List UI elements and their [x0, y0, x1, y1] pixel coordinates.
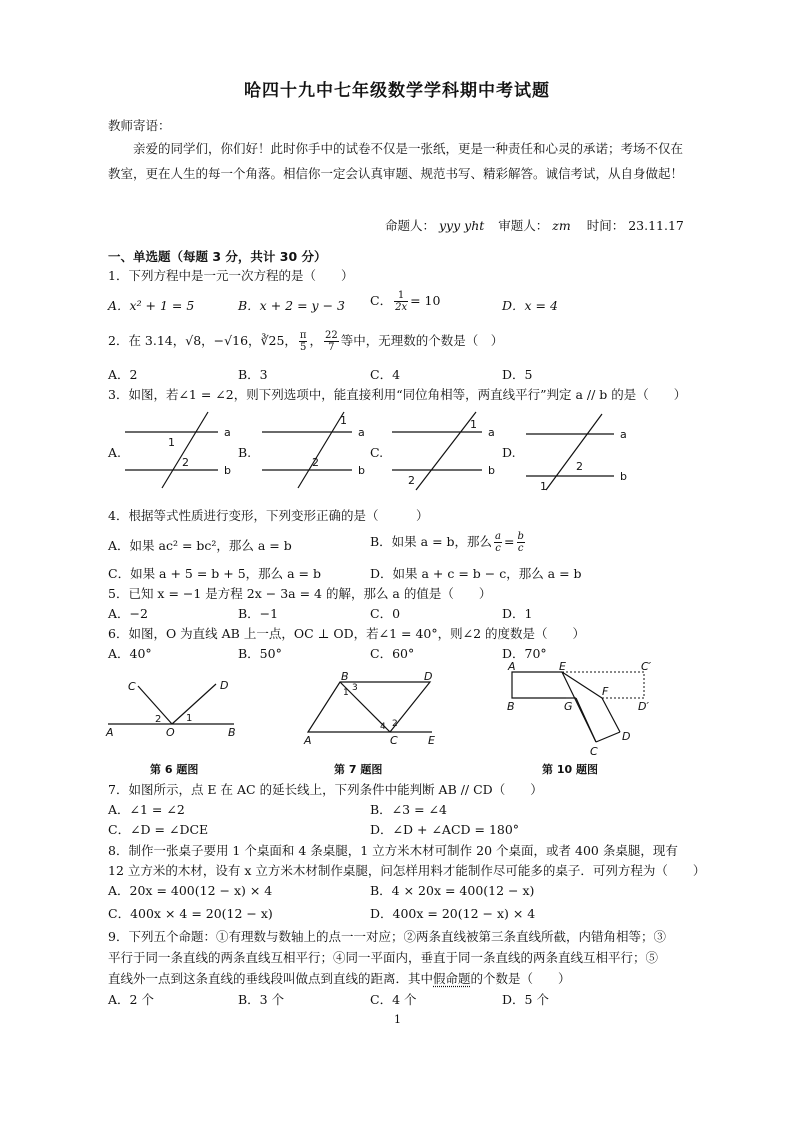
q9-option-c: C．4 个	[370, 992, 417, 1007]
fig10-strip-left	[512, 672, 566, 698]
q4-option-a: A．如果 ac² = bc²，那么 a = b	[108, 538, 292, 553]
q7-option-b: B．∠3 = ∠4	[370, 802, 447, 817]
q9-line-3-post: 的个数是（ ）	[470, 971, 571, 986]
q8-option-b: B．4 × 20x = 400(12 − x)	[370, 883, 535, 898]
q8-line-2: 12 立方米的木材，设有 x 立方米木材制作桌腿，问怎样用料才能制作尽可能多的桌子．可列方程为（ ）	[108, 863, 706, 878]
q4-b-f1d: c	[495, 543, 501, 554]
q2-f1-den: 5	[300, 342, 307, 353]
fig10-label-f: F	[602, 685, 609, 698]
q6-option-b: B．50°	[238, 646, 282, 661]
fig10-label-cp: C′	[641, 660, 652, 673]
q2-option-c: C．4	[370, 367, 401, 382]
q2-stem-post: 等中，无理数的个数是（ ）	[340, 333, 504, 348]
q4-b-f1n: a	[495, 531, 502, 542]
q9-emphasis: 假命题	[433, 971, 471, 986]
q9-option-d: D．5 个	[502, 992, 549, 1007]
q3b-label-b: b	[358, 464, 365, 477]
q9-option-b: B．3 个	[238, 992, 285, 1007]
q5-option-c: C．0	[370, 606, 401, 621]
q4-b-f2n: b	[517, 531, 524, 542]
q2-f1-num: π	[299, 330, 307, 341]
q1-stem: 1．下列方程中是一元一次方程的是（ ）	[108, 268, 354, 283]
q3-option-d: D.	[502, 445, 516, 460]
fig7-label-a: A	[304, 734, 312, 747]
q2-stem: 2．在 3.14，√8，−√16，∛25， $\frac{\pi}{5}$ ， $\frac{22}{7}$ 等中，无理数的个数是（ ）	[108, 330, 504, 353]
q3d-angle-2: 2	[576, 460, 583, 473]
fig6-label-d: D	[220, 679, 229, 692]
q8-option-c: C．400x × 4 = 20(12 − x)	[108, 906, 273, 921]
fig10-caption: 第 10 题图	[542, 763, 598, 776]
fig10-label-b: B	[507, 700, 515, 713]
fig7-label-c: C	[390, 734, 398, 747]
q3a-angle-1: 1	[168, 436, 175, 449]
q3c-label-b: b	[488, 464, 495, 477]
q1-option-a: A．x² + 1 = 5	[108, 298, 195, 313]
page-number: 1	[394, 1013, 401, 1026]
q7-stem: 7．如图所示，点 E 在 AC 的延长线上，下列条件中能判断 AB // CD（ ）	[108, 782, 543, 797]
fig6-lines	[108, 684, 234, 724]
q3c-label-a: a	[488, 426, 495, 439]
q7-option-d: D．∠D + ∠ACD = 180°	[370, 822, 520, 837]
fig10-label-dp: D′	[638, 700, 649, 713]
fig7-angle-1: 1	[343, 688, 349, 698]
fig6-angle-2: 2	[155, 714, 162, 725]
preface-text: 亲爱的同学们，你们好！此时你手中的试卷不仅是一张纸，更是一种责任和心灵的承诺；考场不仅在教室，更在人生的每一个角落。相信你一定会认真审题、规范书写、精彩解答。诚信考试，从自身做起！	[108, 141, 684, 181]
q1-option-b: B．x + 2 = y − 3	[238, 298, 345, 313]
q8-option-a: A．20x = 400(12 − x) × 4	[108, 883, 273, 898]
q9-line-3	[108, 969, 571, 987]
q4-stem: 4．根据等式性质进行变形，下列变形正确的是（ ）	[108, 508, 429, 523]
q9-option-a: A．2 个	[108, 992, 154, 1007]
q2-f2-num: 22	[325, 330, 338, 341]
page-title: 哈四十九中七年级数学学科期中考试题	[244, 81, 550, 101]
fig6-label-c: C	[128, 680, 136, 693]
fig7-angle-2: 2	[392, 719, 398, 729]
fig7-angle-3: 3	[352, 683, 358, 693]
q3d-label-a: a	[620, 428, 627, 441]
q5-option-a: A．−2	[108, 606, 148, 621]
q9-line-3-pre: 直线外一点到这条直线的垂线段叫做点到直线的距离．其中	[108, 971, 434, 986]
q3-option-c: C.	[370, 445, 384, 460]
q4-option-d: D．如果 a + c = b − c，那么 a = b	[370, 566, 582, 581]
fig7-label-d: D	[424, 670, 433, 683]
author-label: 命题人：	[385, 218, 436, 233]
fig10-fold-g-c	[576, 698, 596, 742]
q3c-angle-2: 2	[408, 474, 415, 487]
fig7-parallelogram	[308, 682, 430, 732]
q9-line-2: 平行于同一条直线的两条直线互相平行；④同一平面内，垂直于同一条直线的两条直线互相平行；⑤	[108, 950, 659, 965]
preface-label: 教师寄语：	[108, 118, 171, 133]
q6-option-d: D．70°	[502, 646, 547, 661]
q1-c-post: = 10	[410, 293, 441, 308]
fig6-ray-od	[172, 684, 216, 724]
q2-f2-den: 7	[328, 342, 335, 353]
q7-option-c: C．∠D = ∠DCE	[108, 822, 209, 837]
fig6-label-b: B	[228, 726, 236, 739]
fig7-angle-4: 4	[380, 722, 386, 732]
q3a-label-a: a	[224, 426, 231, 439]
fig10-c-d	[596, 732, 620, 742]
q4-option-c: C．如果 a + 5 = b + 5，那么 a = b	[108, 566, 322, 581]
fig7-caption: 第 7 题图	[334, 763, 383, 776]
q9-line-1: 9．下列五个命题：①有理数与数轴上的点一一对应；②两条直线被第三条直线所截，内错角相等；③	[108, 929, 666, 944]
fig10-label-c: C	[590, 745, 598, 758]
q2-option-b: B．3	[238, 367, 268, 382]
q1-option-d: D．x = 4	[502, 298, 558, 313]
q5-stem: 5．已知 x = −1 是方程 2x − 3a = 4 的解，那么 a 的值是（ ）	[108, 586, 492, 601]
q4-b-eq: =	[504, 534, 515, 549]
q2-stem-pre: 2．在 3.14，√8，−√16，∛25，	[108, 333, 297, 348]
q3a-label-b: b	[224, 464, 231, 477]
q4-b-f2d: c	[517, 543, 524, 554]
q4-b-pre: B．如果 a = b，那么	[370, 534, 493, 549]
q2-option-a: A．2	[108, 367, 138, 382]
q3d-angle-1: 1	[540, 480, 547, 493]
q6-option-a: A．40°	[108, 646, 152, 661]
author-name: yyy yht	[439, 218, 485, 233]
q6-stem: 6．如图，O 为直线 AB 上一点，OC ⊥ OD，若∠1 = 40°，则∠2 的度数是（ ）	[108, 626, 586, 641]
fig10-f-d	[602, 698, 620, 732]
q3b-angle-1: 1	[340, 414, 347, 427]
fig6-label-o: O	[166, 726, 175, 739]
q5-option-d: D．1	[502, 606, 533, 621]
q6-option-c: C．60°	[370, 646, 415, 661]
q1-c-label: C．	[370, 293, 393, 308]
q3b-angle-2: 2	[312, 456, 319, 469]
fig7-label-e: E	[428, 734, 435, 747]
q1-c-den: 2x	[395, 302, 408, 313]
q3b-label-a: a	[358, 426, 365, 439]
q3a-angle-2: 2	[182, 456, 189, 469]
section-title: 一、单选题（每题 3 分，共计 30 分）	[108, 249, 327, 264]
fig6-caption: 第 6 题图	[150, 763, 199, 776]
q3-option-a: A.	[108, 445, 122, 460]
q2-option-d: D．5	[502, 367, 533, 382]
fig6-label-a: A	[106, 726, 114, 739]
reviewer-name: zm	[552, 218, 571, 233]
q5-option-b: B．−1	[238, 606, 279, 621]
fig6-angle-1: 1	[186, 713, 193, 724]
fig10-label-g: G	[564, 700, 573, 713]
q1-c-num: 1	[394, 290, 408, 302]
q8-option-d: D．400x = 20(12 − x) × 4	[370, 906, 536, 921]
fig10-label-a: A	[508, 660, 516, 673]
q3d-label-b: b	[620, 470, 627, 483]
fig10-label-d: D	[622, 730, 631, 743]
q3c-angle-1: 1	[470, 418, 477, 431]
fig10-label-e: E	[559, 660, 566, 673]
exam-date: 23.11.17	[628, 218, 684, 233]
q3-stem: 3．如图，若∠1 = ∠2，则下列选项中，能直接利用“同位角相等，两直线平行”判定 a // b 的是（ ）	[108, 387, 687, 402]
time-label: 时间：	[586, 218, 625, 233]
q7-option-a: A．∠1 = ∠2	[108, 802, 185, 817]
q3-option-b: B.	[238, 445, 252, 460]
fig7-label-b: B	[341, 670, 349, 683]
reviewer-label: 审题人：	[498, 218, 549, 233]
q8-line-1: 8．制作一张桌子要用 1 个桌面和 4 条桌腿，1 立方米木材可制作 20 个桌面，或者 400 条桌腿，现有	[108, 843, 678, 858]
